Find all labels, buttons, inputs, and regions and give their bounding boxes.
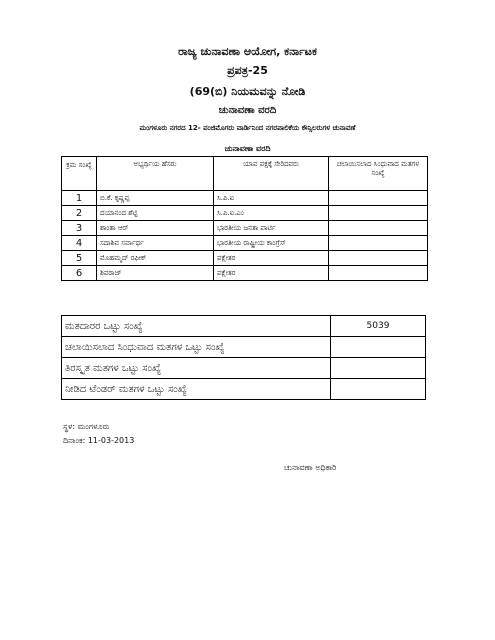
cell-votes [329, 251, 428, 266]
table-row [62, 251, 428, 266]
cell-party: ಪಕ್ಷೇತರ [214, 266, 329, 281]
tendered-votes-label: ನೀಡಿದ ಟೆಂಡರ್ ಮತಗಳ ಒಟ್ಟು ಸಂಖ್ಯೆ [62, 379, 331, 400]
valid-votes-value [331, 337, 426, 358]
returning-officer-label: ಚುನಾವಣಾ ಅಧಿಕಾರಿ [284, 463, 337, 472]
cell-party: ಭಾರತೀಯ ರಾಷ್ಟ್ರೀಯ ಕಾಂಗ್ರೆಸ್ [214, 236, 329, 251]
summary-row [62, 337, 426, 358]
total-voters-value: 5039 [331, 316, 426, 337]
cell-name: ದಯಾನಂದ ಶೆಟ್ಟಿ [97, 206, 214, 221]
cell-name: ಶಿವರಾಜ್ [97, 266, 214, 281]
summary-row [62, 316, 426, 337]
summary-row [62, 358, 426, 379]
table-row [62, 221, 428, 236]
table-row [62, 191, 428, 206]
col-header-votes: ಚಲಾಯಿಸಲಾದ ಸಿಂಧುವಾದ ಮತಗಳ ಸಂಖ್ಯೆ [329, 157, 428, 191]
cell-name: ಬಿ.ಕೆ. ಕೃಷ್ಣಪ್ಪ [97, 191, 214, 206]
report-title: ಚುನಾವಣಾ ವರದಿ [218, 105, 277, 116]
cell-name: ಶಾಂತಾ ಆರ್ [97, 221, 214, 236]
table-header-row [62, 157, 428, 191]
cell-serial: 3 [62, 221, 97, 236]
cell-party: ಸಿ.ಪಿ.ಐ.ಎಂ [214, 206, 329, 221]
form-number: ಪ್ರಪತ್ರ-25 [227, 64, 268, 77]
cell-name: ಮೊಹಮ್ಮದ್ ರಫೀಕ್ [97, 251, 214, 266]
cell-serial: 1 [62, 191, 97, 206]
report-subtitle: ಚುನಾವಣಾ ವರದಿ [224, 144, 271, 153]
table-row [62, 266, 428, 281]
cell-serial: 5 [62, 251, 97, 266]
cell-serial: 6 [62, 266, 97, 281]
place-line: ಸ್ಥಳ: ಮಂಗಳೂರು [63, 422, 110, 431]
col-header-serial: ಕ್ರಮ ಸಂಖ್ಯೆ [62, 157, 97, 191]
commission-title: ರಾಜ್ಯ ಚುನಾವಣಾ ಆಯೋಗ, ಕರ್ನಾಟಕ [178, 45, 317, 58]
table-row [62, 236, 428, 251]
cell-votes [329, 206, 428, 221]
vote-summary-table [61, 315, 426, 400]
date-line: ದಿನಾಂಕ: 11-03-2013 [63, 436, 135, 445]
cell-votes [329, 266, 428, 281]
cell-name: ಸದಾಶಿವ ಸರ್ವಾರ್ಥ [97, 236, 214, 251]
cell-party: ಭಾರತೀಯ ಜನತಾ ಪಾರ್ಟಿ [214, 221, 329, 236]
col-header-name: ಅಭ್ಯರ್ಥಿಯ ಹೆಸರು [97, 157, 214, 191]
cell-serial: 2 [62, 206, 97, 221]
cell-votes [329, 236, 428, 251]
election-description: ಮಂಗಳೂರು ನಗರದ 12- ಪಂಜಿಮೊಗರು ವಾರ್ಡಿನಿಂದ ನಗರಪಾಲಿಕೆಯ ಕೌನ್ಸಿಲರುಗಳ ಚುನಾವಣೆ [139, 124, 356, 132]
candidates-table [61, 156, 428, 281]
rejected-votes-label: ತಿರಸ್ಕೃತ ಮತಗಳ ಒಟ್ಟು ಸಂಖ್ಯೆ [62, 358, 331, 379]
total-voters-label: ಮತದಾರರ ಒಟ್ಟು ಸಂಖ್ಯೆ [62, 316, 331, 337]
cell-party: ಪಕ್ಷೇತರ [214, 251, 329, 266]
cell-serial: 4 [62, 236, 97, 251]
table-row [62, 206, 428, 221]
tendered-votes-value [331, 379, 426, 400]
cell-party: ಸಿ.ಪಿ.ಐ [214, 191, 329, 206]
rule-reference: (69(ಬಿ) ನಿಯಮವನ್ನು ನೋಡಿ [189, 85, 306, 98]
cell-votes [329, 191, 428, 206]
cell-votes [329, 221, 428, 236]
col-header-party: ಯಾವ ಪಕ್ಷಕ್ಕೆ ಸೇರಿದವರು [214, 157, 329, 191]
summary-row [62, 379, 426, 400]
rejected-votes-value [331, 358, 426, 379]
valid-votes-label: ಚಲಾಯಿಸಲಾದ ಸಿಂಧುವಾದ ಮತಗಳ ಒಟ್ಟು ಸಂಖ್ಯೆ [62, 337, 331, 358]
